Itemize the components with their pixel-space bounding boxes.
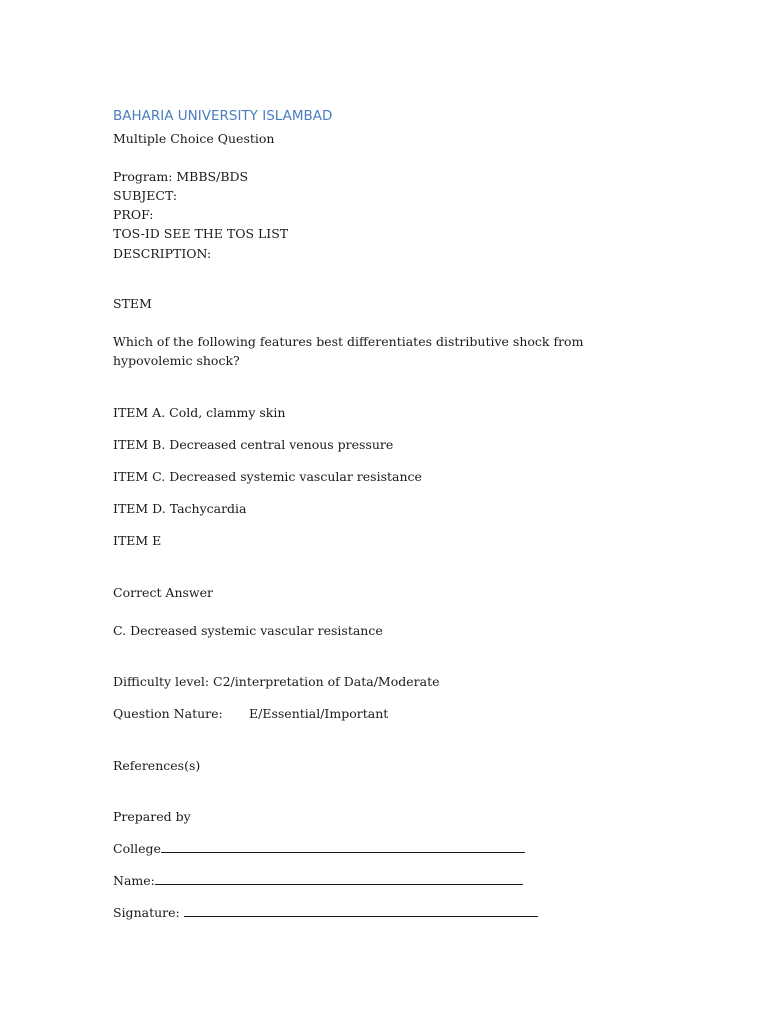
description-field: DESCRIPTION: bbox=[113, 246, 212, 261]
prepared-by-heading: Prepared by bbox=[113, 809, 191, 824]
college-label: College bbox=[113, 841, 161, 856]
name-blank-line bbox=[155, 872, 523, 885]
prof-field: PROF: bbox=[113, 207, 154, 222]
signature-label: Signature: bbox=[113, 905, 184, 920]
signature-field bbox=[113, 903, 538, 922]
university-title: BAHARIA UNIVERSITY ISLAMBAD bbox=[113, 108, 333, 124]
correct-answer-heading: Correct Answer bbox=[113, 585, 213, 600]
difficulty-level: Difficulty level: C2/interpretation of Data/Moderate bbox=[113, 674, 440, 689]
name-field bbox=[113, 871, 523, 890]
tos-id-field: TOS-ID SEE THE TOS LIST bbox=[113, 226, 289, 241]
item-d: ITEM D. Tachycardia bbox=[113, 501, 247, 516]
subject-field: SUBJECT: bbox=[113, 188, 178, 203]
college-field bbox=[113, 839, 525, 858]
name-label: Name: bbox=[113, 873, 155, 888]
college-blank-line bbox=[161, 840, 525, 853]
item-a: ITEM A. Cold, clammy skin bbox=[113, 405, 286, 420]
question-nature bbox=[113, 704, 388, 723]
stem-question: Which of the following features best differentiates distributive shock from hypovolemic shock? bbox=[113, 334, 584, 368]
item-e: ITEM E bbox=[113, 533, 162, 548]
program-field: Program: MBBS/BDS bbox=[113, 169, 249, 184]
stem-heading: STEM bbox=[113, 296, 152, 311]
references: References(s) bbox=[113, 758, 201, 773]
document-type: Multiple Choice Question bbox=[113, 131, 275, 146]
question-nature-value: E/Essential/Important bbox=[249, 706, 389, 721]
signature-blank-line bbox=[184, 904, 538, 917]
correct-answer-value: C. Decreased systemic vascular resistance bbox=[113, 623, 383, 638]
item-c: ITEM C. Decreased systemic vascular resistance bbox=[113, 469, 422, 484]
item-b: ITEM B. Decreased central venous pressure bbox=[113, 437, 394, 452]
question-nature-label: Question Nature: bbox=[113, 706, 223, 721]
